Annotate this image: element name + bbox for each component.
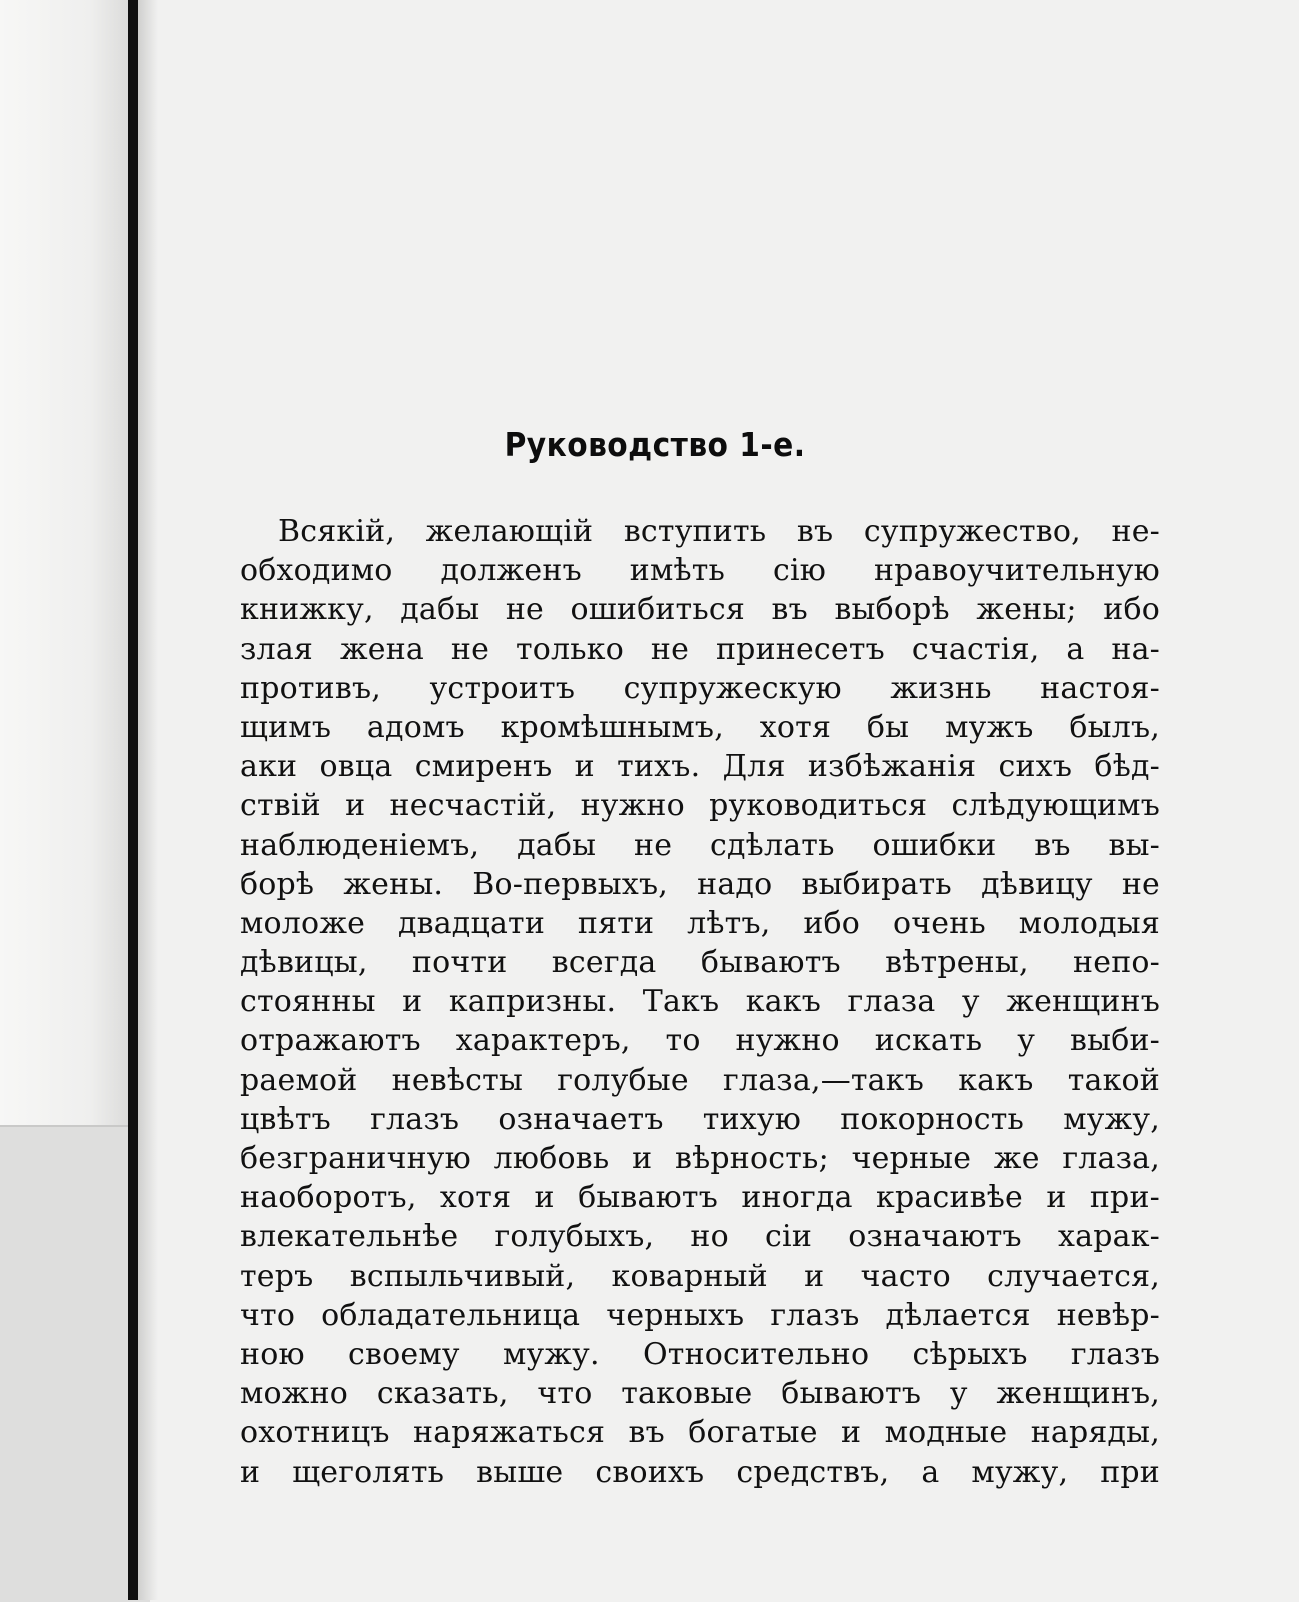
- text-line: щимъ адомъ кромѣшнымъ, хотя бы мужъ былъ,: [240, 709, 1160, 745]
- text-line: теръ вспыльчивый, коварный и часто случается,: [240, 1258, 1160, 1294]
- text-line: безграничную любовь и вѣрность; черные же глаза,: [240, 1141, 1160, 1176]
- text-line: ною своему мужу. Относительно сѣрыхъ глазъ: [240, 1336, 1160, 1372]
- text-line: злая жена не только не принесетъ счастія, а на-: [240, 631, 1160, 667]
- text-line: противъ, устроитъ супружескую жизнь настоя-: [240, 670, 1160, 706]
- text-line: наоборотъ, хотя и бываютъ иногда красивѣе и при-: [240, 1180, 1160, 1216]
- text-line: что обладательница черныхъ глазъ дѣлается невѣр-: [240, 1297, 1160, 1333]
- text-line: и щеголять выше своихъ средствъ, а мужу, при: [240, 1454, 1160, 1490]
- text-line: можно сказать, что таковые бываютъ у женщинъ,: [240, 1376, 1160, 1412]
- text-line: стоянны и капризны. Такъ какъ глаза у женщинъ: [240, 984, 1160, 1020]
- text-line: дѣвицы, почти всегда бываютъ вѣтрены, непо-: [240, 945, 1160, 981]
- text-line: книжку, дабы не ошибиться въ выборѣ жены; ибо: [240, 592, 1160, 628]
- text-line: Всякій, желающій вступить въ супружество, не-: [278, 514, 1160, 549]
- text-line: влекательнѣе голубыхъ, но сіи означаютъ харак-: [240, 1219, 1160, 1255]
- body-text: [240, 512, 1160, 1492]
- page-heading: Руководство 1-е.: [504, 425, 806, 464]
- binding-gutter: [128, 0, 138, 1600]
- text-line: ствій и несчастій, нужно руководиться слѣдующимъ: [240, 788, 1160, 824]
- gutter-shadow: [138, 0, 158, 1600]
- text-line: цвѣтъ глазъ означаетъ тихую покорность мужу,: [240, 1101, 1160, 1137]
- text-line: наблюденіемъ, дабы не сдѣлать ошибки въ вы-: [240, 827, 1160, 863]
- text-line: аки овца смиренъ и тихъ. Для избѣжанія сихъ бѣд-: [240, 749, 1160, 785]
- text-line: раемой невѣсты голубые глаза,—такъ какъ такой: [240, 1062, 1160, 1098]
- text-line: отражаютъ характеръ, то нужно искать у выби-: [240, 1023, 1160, 1059]
- text-line: борѣ жены. Во-первыхъ, надо выбирать дѣвицу не: [240, 866, 1160, 902]
- text-line: охотницъ наряжаться въ богатые и модные наряды,: [240, 1415, 1160, 1451]
- text-line: обходимо долженъ имѣть сію нравоучительную: [240, 553, 1160, 589]
- text-line: моложе двадцати пяти лѣтъ, ибо очень молодыя: [240, 905, 1160, 941]
